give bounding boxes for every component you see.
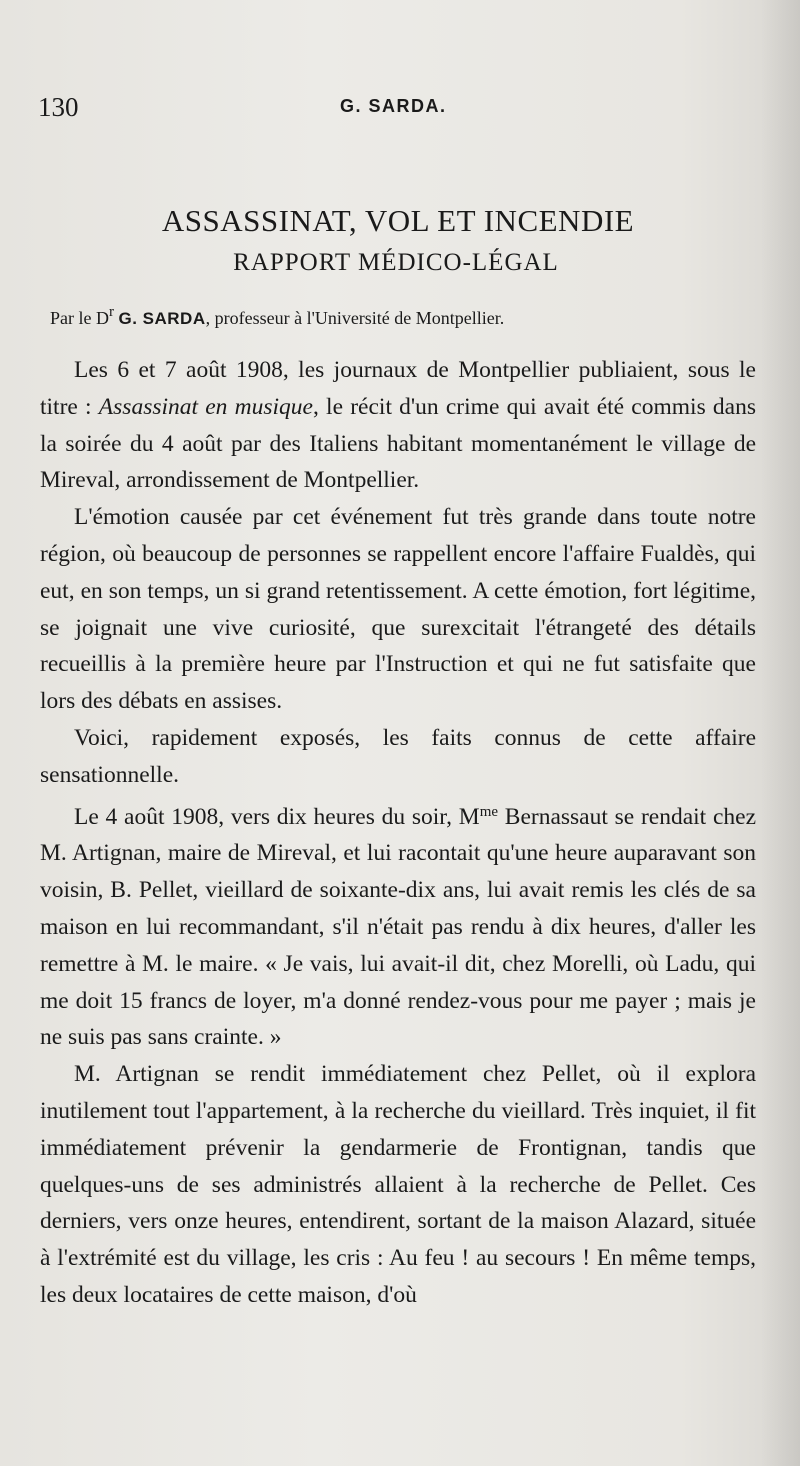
paragraph (40, 352, 756, 499)
page-edge-shadow (760, 0, 800, 1466)
paragraph: Voici, rapidement exposés, les faits connus de cette affaire sensationnelle. (40, 724, 756, 788)
byline (50, 300, 770, 331)
paragraph-text: Le 4 août 1908, vers dix heures du soir, M (74, 803, 480, 830)
paragraph-text: Les 6 et 7 août 1908, les journaux de Montpellier publiaient, sous le titre : (40, 357, 756, 420)
paragraph-text: , le récit d'un crime qui avait été commis dans la soirée du 4 août par des Italiens habitant momentanément le village de Mireval, arrondissement de Montpellier. (40, 393, 756, 494)
running-head-author: G. SARDA. (340, 96, 447, 116)
paragraph: M. Artignan se rendit immédiatement chez Pellet, où il explora inutilement tout l'appartement, à la recherche du vieillard. Très inquiet, il fit immédiatement prévenir la gendarmerie de Frontignan, tandis que quelques-uns de ses administrés allaient à la recherche de Pellet. Ces derniers, vers onze heures, entendirent, sortant de la maison Alazard, située à l'extrémité est du village, les cris : Au feu ! au secours ! En même temps, les deux locataires de cette maison, d'où (40, 1061, 756, 1308)
superscript: me (479, 803, 499, 820)
italic-title: Assassinat en musique (98, 393, 313, 420)
page-number: 130 (38, 92, 79, 122)
paragraph-text: Bernassaut se rendait chez M. Artignan, maire de Mireval, et lui racontait qu'une heure auparavant son voisin, B. Pellet, vieillard de soixante-dix ans, lui avait remis les clés de sa maison en lui recommandant, s'il n'était pas rendu à dix heures, d'aller les remettre à M. le maire. « Je vais, lui avait-il dit, chez Morelli, où Ladu, qui me doit 15 francs de loyer, m'a donné rendez-vous pour me payer ; mais je ne suis pas sans crainte. » (40, 803, 756, 1051)
title-block (40, 200, 760, 280)
byline-affiliation: , professeur à l'Université de Montpellier. (205, 308, 505, 328)
byline-prefix: Par le D (50, 308, 109, 328)
paragraph: L'émotion causée par cet événement fut très grande dans toute notre région, où beaucoup de personnes se rappellent encore l'affaire Fualdès, qui eut, en son temps, un si grand retentissement. A cette émotion, fort légitime, se joignait une vive curiosité, que surexcitait l'étrangeté des détails recueillis à la première heure par l'Instruction et qui ne fut satisfaite que lors des débats en assises. (40, 504, 756, 715)
article-body (40, 352, 756, 1314)
article-title: ASSASSINAT, VOL ET INCENDIE (161, 203, 635, 238)
byline-prefix-sup: r (108, 304, 114, 320)
article-subtitle: RAPPORT MÉDICO-LÉGAL (233, 249, 559, 276)
byline-author: G. SARDA (118, 309, 206, 328)
running-head (38, 92, 758, 128)
paragraph (40, 794, 756, 1057)
